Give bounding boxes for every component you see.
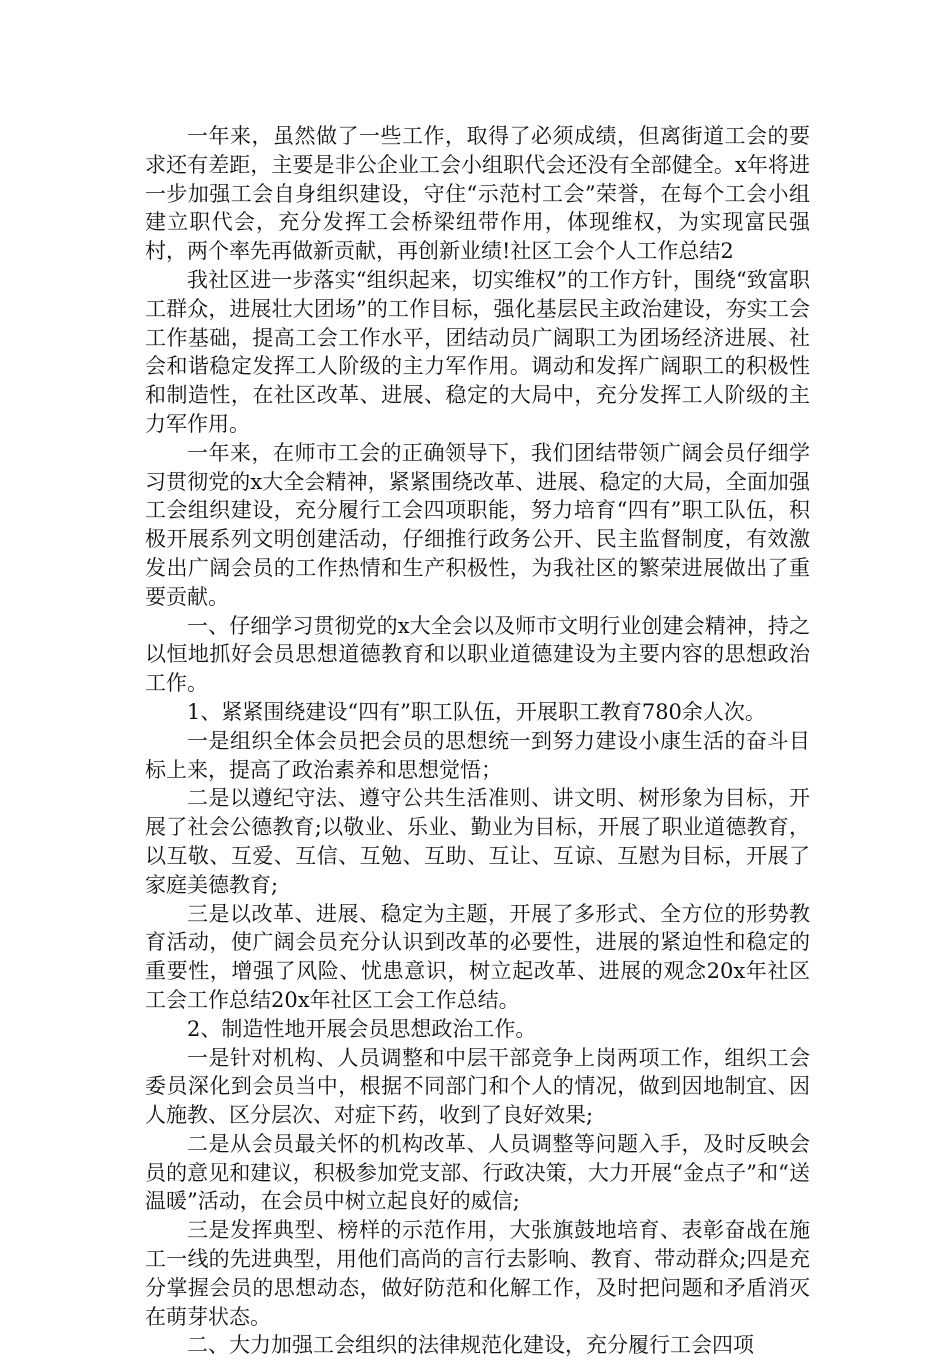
paragraph: 三是以改革、进展、稳定为主题，开展了多形式、全方位的形势教育活动，使广阔会员充分认识到改革的必要性，进展的紧迫性和稳定的重要性，增强了风险、忧患意识，树立起改革、进展的观念20x年社区工会工作总结20x年社区工会工作总结。: [145, 901, 810, 1012]
paragraph: 一年来，虽然做了一些工作，取得了必须成绩，但离街道工会的要求还有差距，主要是非公企业工会小组职代会还没有全部健全。x年将进一步加强工会自身组织建设，守住“示范村工会”荣誉，在每个工会小组建立职代会，充分发挥工会桥梁纽带作用，体现维权，为实现富民强村，两个率先再做新贡献，再创新业绩!社区工会个人工作总结2: [145, 124, 810, 264]
paragraph: 一、仔细学习贯彻党的x大全会以及师市文明行业创建会精神，持之以恒地抓好会员思想道德教育和以职业道德建设为主要内容的思想政治工作。: [145, 613, 810, 696]
paragraph: 2、制造性地开展会员思想政治工作。: [187, 1016, 537, 1041]
document-body: [145, 122, 810, 1360]
paragraph: 我社区进一步落实“组织起来，切实维权”的工作方针，围绕“致富职工群众，进展壮大团场”的工作目标，强化基层民主政治建设，夯实工会工作基础，提高工会工作水平，团结动员广阔职工为团场经济进展、社会和谐稳定发挥工人阶级的主力军作用。调动和发挥广阔职工的积极性和制造性，在社区改革、进展、稳定的大局中，充分发挥工人阶级的主力军作用。: [145, 267, 810, 436]
paragraph: 一是组织全体会员把会员的思想统一到努力建设小康生活的奋斗目标上来，提高了政治素养和思想觉悟；: [145, 728, 810, 782]
paragraph: 二是以遵纪守法、遵守公共生活准则、讲文明、树形象为目标，开展了社会公德教育;以敬业、乐业、勤业为目标，开展了职业道德教育，以互敬、互爱、互信、互勉、互助、互让、互谅、互慰为目标，开展了家庭美德教育;: [145, 786, 810, 897]
paragraph: 二是从会员最关怀的机构改革、人员调整等问题入手，及时反映会员的意见和建议，积极参加党支部、行政决策，大力开展“金点子”和“送温暖”活动，在会员中树立起良好的威信;: [145, 1131, 810, 1214]
paragraph: 二、大力加强工会组织的法律规范化建设，充分履行工会四项: [187, 1333, 754, 1358]
paragraph: 一年来，在师市工会的正确领导下，我们团结带领广阔会员仔细学习贯彻党的x大全会精神，紧紧围绕改革、进展、稳定的大局，全面加强工会组织建设，充分履行工会四项职能，努力培育“四有”职工队伍，积极开展系列文明创建活动，仔细推行政务公开、民主监督制度，有效激发出广阔会员的工作热情和生产积极性，为我社区的繁荣进展做出了重要贡献。: [145, 440, 810, 609]
paragraph: 三是发挥典型、榜样的示范作用，大张旗鼓地培育、表彰奋战在施工一线的先进典型，用他们高尚的言行去影响、教育、带动群众;四是充分掌握会员的思想动态，做好防范和化解工作，及时把问题和矛盾消灭在萌芽状态。: [145, 1218, 810, 1329]
paragraph: 一是针对机构、人员调整和中层干部竞争上岗两项工作，组织工会委员深化到会员当中，根据不同部门和个人的情况，做到因地制宜、因人施教、区分层次、对症下药，收到了良好效果;: [145, 1045, 810, 1128]
paragraph: 1、紧紧围绕建设“四有”职工队伍，开展职工教育780余人次。: [187, 699, 766, 724]
